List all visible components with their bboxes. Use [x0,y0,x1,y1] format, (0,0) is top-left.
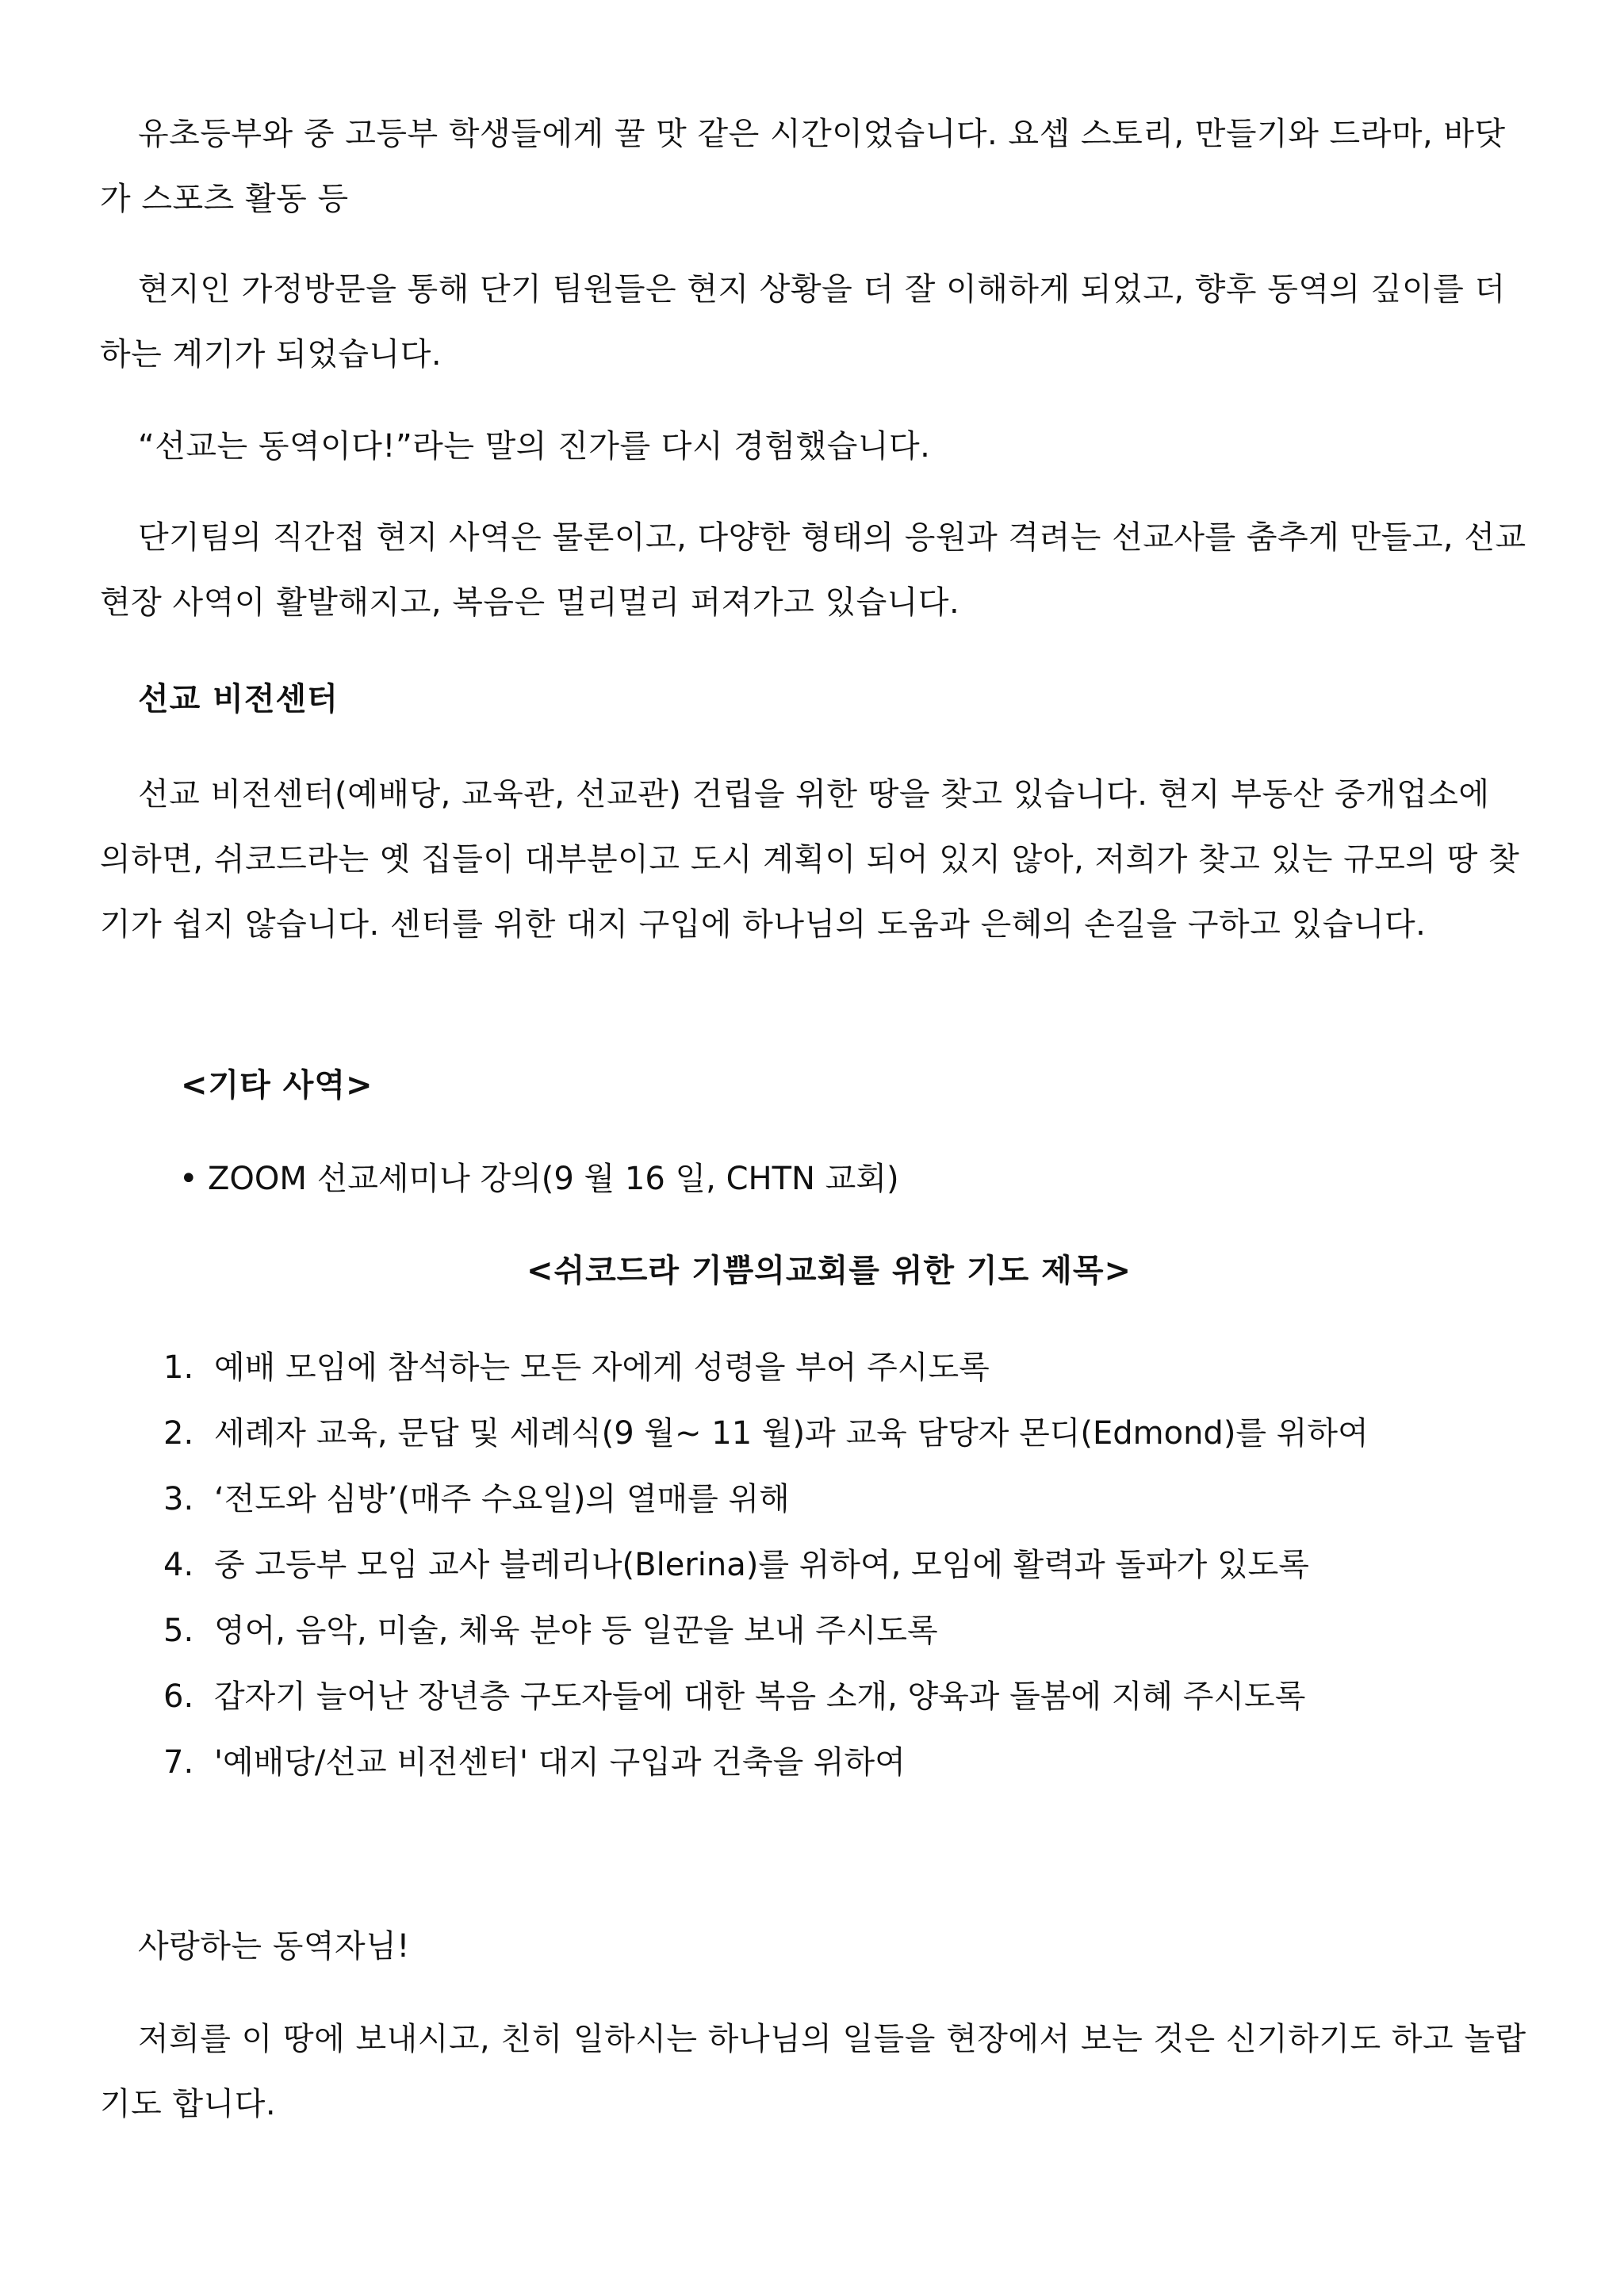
closing-greeting: 사랑하는 동역자님! [138,1928,410,1965]
other-ministry-heading: <기타 사역> [181,1067,373,1104]
other-ministry-item-text: ZOOM 선교세미나 강의(9 월 16 일, CHTN 교회) [208,1161,899,1197]
bullet-point: • [179,1161,198,1197]
prayer-item: 5. 영어, 음악, 미술, 체육 분야 등 일꾼을 보내 주시도록 [163,1613,938,1649]
paragraph-youth-program: 유초등부와 중 고등부 학생들에게 꿀 맛 같은 시간이었습니다. 요셉 스토리, 만들기와 드라마, 바닷가 스포츠 활동 등 [100,116,1506,217]
prayer-item: 7. '예배당/선교 비전센터' 대지 구입과 건축을 위하여 [163,1744,906,1781]
other-ministry-item [179,1155,899,1203]
vision-center-body: 선교 비전센터(예배당, 교육관, 선교관) 건립을 위한 땅을 찾고 있습니다. 현지 부동산 중개업소에 의하면, 쉬코드라는 옛 집들이 대부분이고 도시 계획이 되어 있지 않아, 저희가 찾고 있는 규모의 땅 찾기가 쉽지 않습니다. 센터를 위한 대지 구입에 하나님의 도움과 은혜의 손길을 구하고 있습니다. [100,776,1520,943]
closing-paragraph: 저희를 이 땅에 보내시고, 친히 일하시는 하나님의 일들을 현장에서 보는 것은 신기하기도 하고 놀랍기도 합니다. [100,2021,1526,2122]
prayer-item: 6. 갑자기 늘어난 장년층 구도자들에 대한 복음 소개, 양육과 돌봄에 지혜 주시도록 [163,1678,1306,1715]
prayer-heading: <쉬코드라 기쁨의교회를 위한 기도 제목> [527,1253,1132,1289]
prayer-item: 2. 세례자 교육, 문답 및 세례식(9 월~ 11 월)과 교육 담당자 몬디(Edmond)를 위하여 [163,1415,1369,1452]
paragraph-home-visits: 현지인 가정방문을 통해 단기 팀원들은 현지 상황을 더 잘 이해하게 되었고, 향후 동역의 깊이를 더하는 계기가 되었습니다. [100,271,1506,373]
prayer-list [163,1335,1369,1796]
prayer-item: 1. 예배 모임에 참석하는 모든 자에게 성령을 부어 주시도록 [163,1349,990,1386]
prayer-item: 3. ‘전도와 심방’(매주 수요일)의 열매를 위해 [163,1481,790,1517]
paragraph-mission-partnership: “선교는 동역이다!”라는 말의 진가를 다시 경험했습니다. [138,428,931,465]
vision-center-heading: 선교 비전센터 [138,681,339,718]
prayer-item: 4. 중 고등부 모임 교사 블레리나(Blerina)를 위하여, 모임에 활력과 돌파가 있도록 [163,1547,1309,1583]
paragraph-short-term-team: 단기팀의 직간접 현지 사역은 물론이고, 다양한 형태의 응원과 격려는 선교사를 춤추게 만들고, 선교 현장 사역이 활발해지고, 복음은 멀리멀리 퍼져가고 있습니다. [100,519,1526,621]
